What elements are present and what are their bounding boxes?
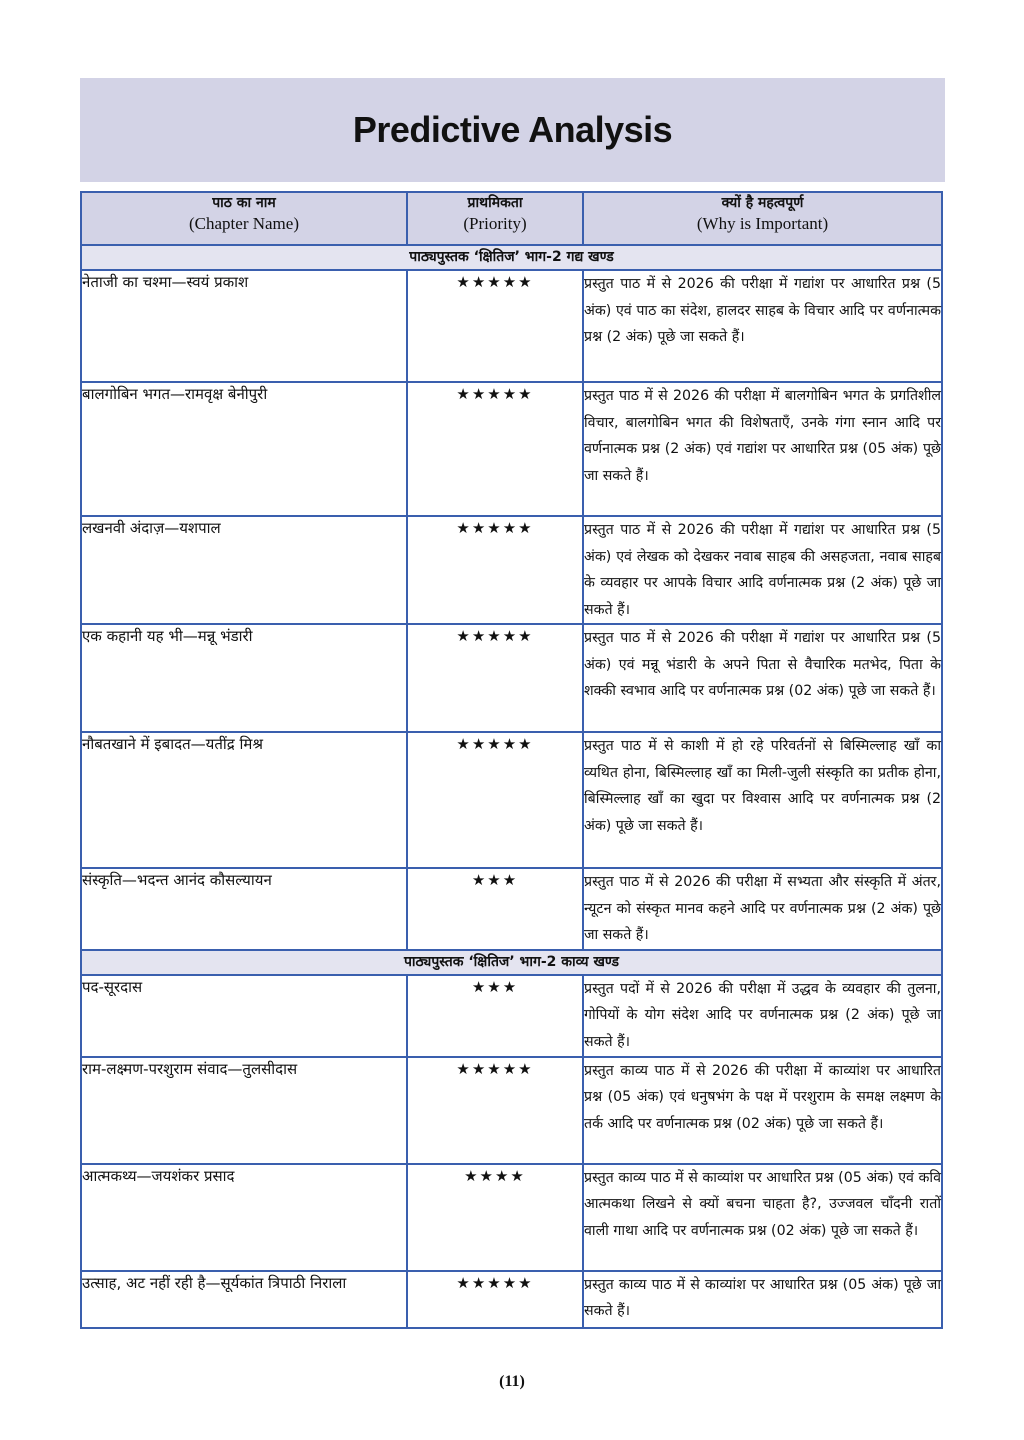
priority-stars: ★★★★★: [407, 1271, 583, 1328]
chapter-name: उत्साह, अट नहीं रही है—सूर्यकांत त्रिपाठी निराला: [81, 1271, 407, 1328]
header-hindi: पाठ का नाम: [212, 195, 276, 211]
header-english: (Priority): [463, 214, 527, 233]
table-row: [81, 1164, 942, 1271]
priority-stars: ★★★★★: [407, 270, 583, 382]
chapter-name: राम-लक्ष्मण-परशुराम संवाद—तुलसीदास: [81, 1057, 407, 1164]
why-important: प्रस्तुत काव्य पाठ में से काव्यांश पर आधारित प्रश्न (05 अंक) पूछे जा सकते हैं।: [583, 1271, 942, 1328]
section-row: [81, 950, 942, 975]
chapter-name: संस्कृति—भदन्त आनंद कौसल्यायन: [81, 868, 407, 950]
priority-stars: ★★★★★: [407, 1057, 583, 1164]
header-hindi: क्यों है महत्वपूर्ण: [721, 195, 804, 211]
priority-stars: ★★★: [407, 868, 583, 950]
table-row: [81, 732, 942, 868]
table-row: [81, 868, 942, 950]
why-important: प्रस्तुत पाठ में से 2026 की परीक्षा में गद्यांश पर आधारित प्रश्न (5 अंक) एवं पाठ का संदेश, हालदर साहब के विचार आदि पर वर्णनात्मक प्रश्न (2 अंक) पूछे जा सकते हैं।: [583, 270, 942, 382]
page-number: (11): [499, 1373, 525, 1390]
chapter-name: एक कहानी यह भी—मन्नू भंडारी: [81, 624, 407, 732]
why-important: प्रस्तुत काव्य पाठ में से 2026 की परीक्षा में काव्यांश पर आधारित प्रश्न (05 अंक) एवं धनुषभंग के पक्ष में परशुराम के समक्ष लक्ष्मण के तर्क आदि पर वर्णनात्मक प्रश्न (02 अंक) पूछे जा सकते हैं।: [583, 1057, 942, 1164]
predictive-analysis-table: [80, 191, 943, 1329]
table-row: [81, 975, 942, 1057]
priority-stars: ★★★★★: [407, 382, 583, 516]
why-important: प्रस्तुत पदों में से 2026 की परीक्षा में उद्धव के व्यवहार की तुलना, गोपियों के योग संदेश आदि पर वर्णनात्मक प्रश्न (2 अंक) पूछे जा सकते हैं।: [583, 975, 942, 1057]
priority-stars: ★★★★: [407, 1164, 583, 1271]
section-title: पाठ्यपुस्तक ‘क्षितिज’ भाग-2 गद्य खण्ड: [81, 245, 942, 270]
chapter-name: लखनवी अंदाज़—यशपाल: [81, 516, 407, 624]
header-priority: [407, 192, 583, 245]
why-important: प्रस्तुत पाठ में से 2026 की परीक्षा में सभ्यता और संस्कृति में अंतर, न्यूटन को संस्कृत मानव कहने आदि पर वर्णनात्मक प्रश्न (2 अंक) पूछे जा सकते हैं।: [583, 868, 942, 950]
chapter-name: पद-सूरदास: [81, 975, 407, 1057]
priority-stars: ★★★★★: [407, 732, 583, 868]
table-row: [81, 1271, 942, 1328]
priority-stars: ★★★★★: [407, 516, 583, 624]
chapter-name: आत्मकथ्य—जयशंकर प्रसाद: [81, 1164, 407, 1271]
table-row: [81, 382, 942, 516]
title-banner: [80, 78, 945, 182]
table-row: [81, 270, 942, 382]
why-important: प्रस्तुत पाठ में से 2026 की परीक्षा में गद्यांश पर आधारित प्रश्न (5 अंक) एवं लेखक को देखकर नवाब साहब की असहजता, नवाब साहब के व्यवहार पर आपके विचार आदि वर्णनात्मक प्रश्न (2 अंक) पूछे जा सकते हैं।: [583, 516, 942, 624]
chapter-name: नौबतखाने में इबादत—यतींद्र मिश्र: [81, 732, 407, 868]
chapter-name: बालगोबिन भगत—रामवृक्ष बेनीपुरी: [81, 382, 407, 516]
table-row: [81, 624, 942, 732]
header-english: (Chapter Name): [189, 214, 299, 233]
header-chapter-name: [81, 192, 407, 245]
table-row: [81, 1057, 942, 1164]
priority-stars: ★★★★★: [407, 624, 583, 732]
header-why-important: [583, 192, 942, 245]
page-title: Predictive Analysis: [352, 109, 673, 150]
priority-stars: ★★★: [407, 975, 583, 1057]
section-row: [81, 245, 942, 270]
table-header-row: [81, 192, 942, 245]
why-important: प्रस्तुत पाठ में से 2026 की परीक्षा में गद्यांश पर आधारित प्रश्न (5 अंक) एवं मन्नू भंडारी के अपने पिता से वैचारिक मतभेद, पिता के शक्की स्वभाव आदि पर वर्णनात्मक प्रश्न (02 अंक) पूछे जा सकते हैं।: [583, 624, 942, 732]
table-row: [81, 516, 942, 624]
why-important: प्रस्तुत पाठ में से काशी में हो रहे परिवर्तनों से बिस्मिल्लाह खाँ का व्यथित होना, बिस्मिल्लाह खाँ का मिली-जुली संस्कृति का प्रतीक होना, बिस्मिल्लाह खाँ का खुदा पर विश्वास आदि पर वर्णनात्मक प्रश्न (2 अंक) पूछे जा सकते हैं।: [583, 732, 942, 868]
why-important: प्रस्तुत पाठ में से 2026 की परीक्षा में बालगोबिन भगत के प्रगतिशील विचार, बालगोबिन भगत की विशेषताएँ, उनके गंगा स्नान आदि पर वर्णनात्मक प्रश्न (2 अंक) एवं गद्यांश पर आधारित प्रश्न (05 अंक) पूछे जा सकते हैं।: [583, 382, 942, 516]
header-english: (Why is Important): [696, 214, 829, 233]
chapter-name: नेताजी का चश्मा—स्वयं प्रकाश: [81, 270, 407, 382]
why-important: प्रस्तुत काव्य पाठ में से काव्यांश पर आधारित प्रश्न (05 अंक) एवं कवि आत्मकथा लिखने से क्यों बचना चाहता है?, उज्जवल चाँदनी रातों वाली गाथा आदि पर वर्णनात्मक प्रश्न (02 अंक) पूछे जा सकते हैं।: [583, 1164, 942, 1271]
section-title: पाठ्यपुस्तक ‘क्षितिज’ भाग-2 काव्य खण्ड: [81, 950, 942, 975]
header-hindi: प्राथमिकता: [467, 195, 523, 211]
